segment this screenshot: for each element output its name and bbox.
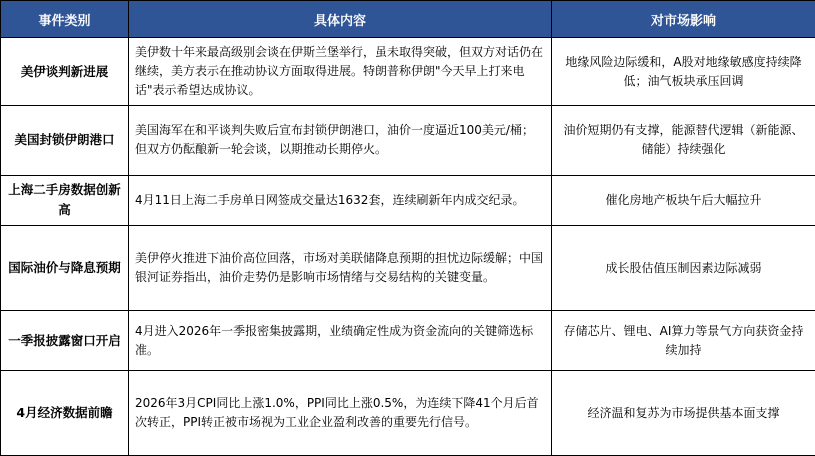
event-category-cell: 上海二手房数据创新高 [1,175,129,226]
header-event-category: 事件类别 [1,1,129,38]
market-impact-cell: 成长股估值压制因素边际减弱 [552,226,815,311]
table-row [1,175,815,226]
market-impact-cell: 催化房地产板块午后大幅拉升 [552,175,815,226]
event-category-cell: 美国封锁伊朗港口 [1,106,129,175]
header-market-impact: 对市场影响 [552,1,815,38]
table-row [1,106,815,175]
market-impact-cell: 存储芯片、锂电、AI算力等景气方向获资金持续加持 [552,311,815,371]
market-impact-cell: 油价短期仍有支撑，能源替代逻辑（新能源、储能）持续强化 [552,106,815,175]
event-category-cell: 国际油价与降息预期 [1,226,129,311]
event-category-cell: 美伊谈判新进展 [1,38,129,106]
detail-content-cell: 美伊数十年来最高级别会谈在伊斯兰堡举行，虽未取得突破，但双方对话仍在继续，美方表示在推动协议方面取得进展。特朗普称伊朗"今天早上打来电话"表示希望达成协议。 [129,38,552,106]
market-impact-cell: 地缘风险边际缓和，A股对地缘敏感度持续降低；油气板块承压回调 [552,38,815,106]
detail-content-cell: 美国海军在和平谈判失败后宣布封锁伊朗港口，油价一度逼近100美元/桶；但双方仍酝酿新一轮会谈，以期推动长期停火。 [129,106,552,175]
market-impact-cell: 经济温和复苏为市场提供基本面支撑 [552,371,815,456]
detail-content-cell: 2026年3月CPI同比上涨1.0%，PPI同比上涨0.5%，为连续下降41个月后首次转正，PPI转正被市场视为工业企业盈利改善的重要先行信号。 [129,371,552,456]
event-category-cell: 一季报披露窗口开启 [1,311,129,371]
table-row [1,226,815,311]
header-detail-content: 具体内容 [129,1,552,38]
detail-content-cell: 4月进入2026年一季报密集披露期，业绩确定性成为资金流向的关键筛选标准。 [129,311,552,371]
table-row [1,311,815,371]
table-header-row [1,1,815,38]
detail-content-cell: 美伊停火推进下油价高位回落，市场对美联储降息预期的担忧边际缓解；中国银河证券指出，油价走势仍是影响市场情绪与交易结构的关键变量。 [129,226,552,311]
table-row [1,371,815,456]
event-category-cell: 4月经济数据前瞻 [1,371,129,456]
detail-content-cell: 4月11日上海二手房单日网签成交量达1632套，连续刷新年内成交纪录。 [129,175,552,226]
table-row [1,38,815,106]
